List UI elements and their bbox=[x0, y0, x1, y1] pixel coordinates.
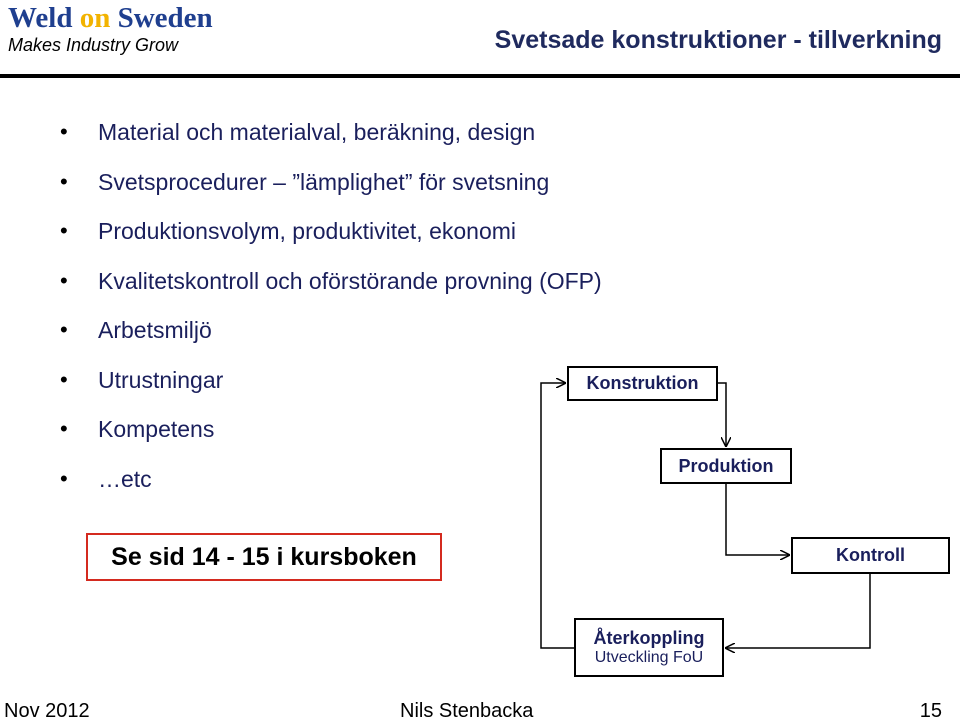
bullet-dot-icon: • bbox=[60, 416, 68, 441]
arrow-konstruktion-to-produktion bbox=[718, 383, 726, 446]
flow-box-konstruktion: Konstruktion bbox=[567, 366, 718, 401]
bullet-dot-icon: • bbox=[60, 218, 68, 243]
coursebook-reference-box: Se sid 14 - 15 i kursboken bbox=[86, 533, 442, 581]
flow-box-aterkoppling: Återkoppling Utveckling FoU bbox=[574, 618, 724, 677]
bullet-item: • Arbetsmiljö bbox=[60, 312, 602, 362]
bullet-item: • Kompetens bbox=[60, 411, 602, 461]
bullet-item: • Material och materialval, beräkning, design bbox=[60, 114, 602, 164]
arrow-aterkoppling-to-konstruktion bbox=[541, 383, 574, 648]
footer-date: Nov 2012 bbox=[4, 700, 90, 722]
bullet-item: • …etc bbox=[60, 461, 602, 511]
bullet-dot-icon: • bbox=[60, 465, 68, 491]
page-number: 15 bbox=[919, 700, 942, 722]
bullet-dot-icon: • bbox=[60, 267, 68, 293]
flow-box-kontroll: Kontroll bbox=[791, 537, 950, 574]
logo-text: Weld on Sweden bbox=[8, 2, 213, 34]
flow-box-produktion: Produktion bbox=[660, 448, 792, 484]
bullet-item: • Kvalitetskontroll och oförstörande provning (OFP) bbox=[60, 263, 602, 313]
arrow-produktion-to-kontroll bbox=[726, 484, 789, 555]
bullet-item: • Produktionsvolym, produktivitet, ekonomi bbox=[60, 213, 602, 263]
bullet-dot-icon: • bbox=[60, 168, 68, 194]
bullet-dot-icon: • bbox=[60, 317, 68, 342]
bullet-dot-icon: • bbox=[60, 366, 68, 392]
bullet-item: • Svetsprocedurer – ”lämplighet” för svetsning bbox=[60, 164, 602, 214]
bullet-item: • Utrustningar bbox=[60, 362, 602, 412]
slide-title: Svetsade konstruktioner - tillverkning bbox=[494, 26, 942, 54]
arrow-kontroll-to-aterkoppling bbox=[726, 574, 870, 648]
logo-tagline: Makes Industry Grow bbox=[8, 35, 179, 55]
footer-author: Nils Stenbacka bbox=[400, 700, 534, 722]
bullet-dot-icon: • bbox=[60, 119, 68, 144]
